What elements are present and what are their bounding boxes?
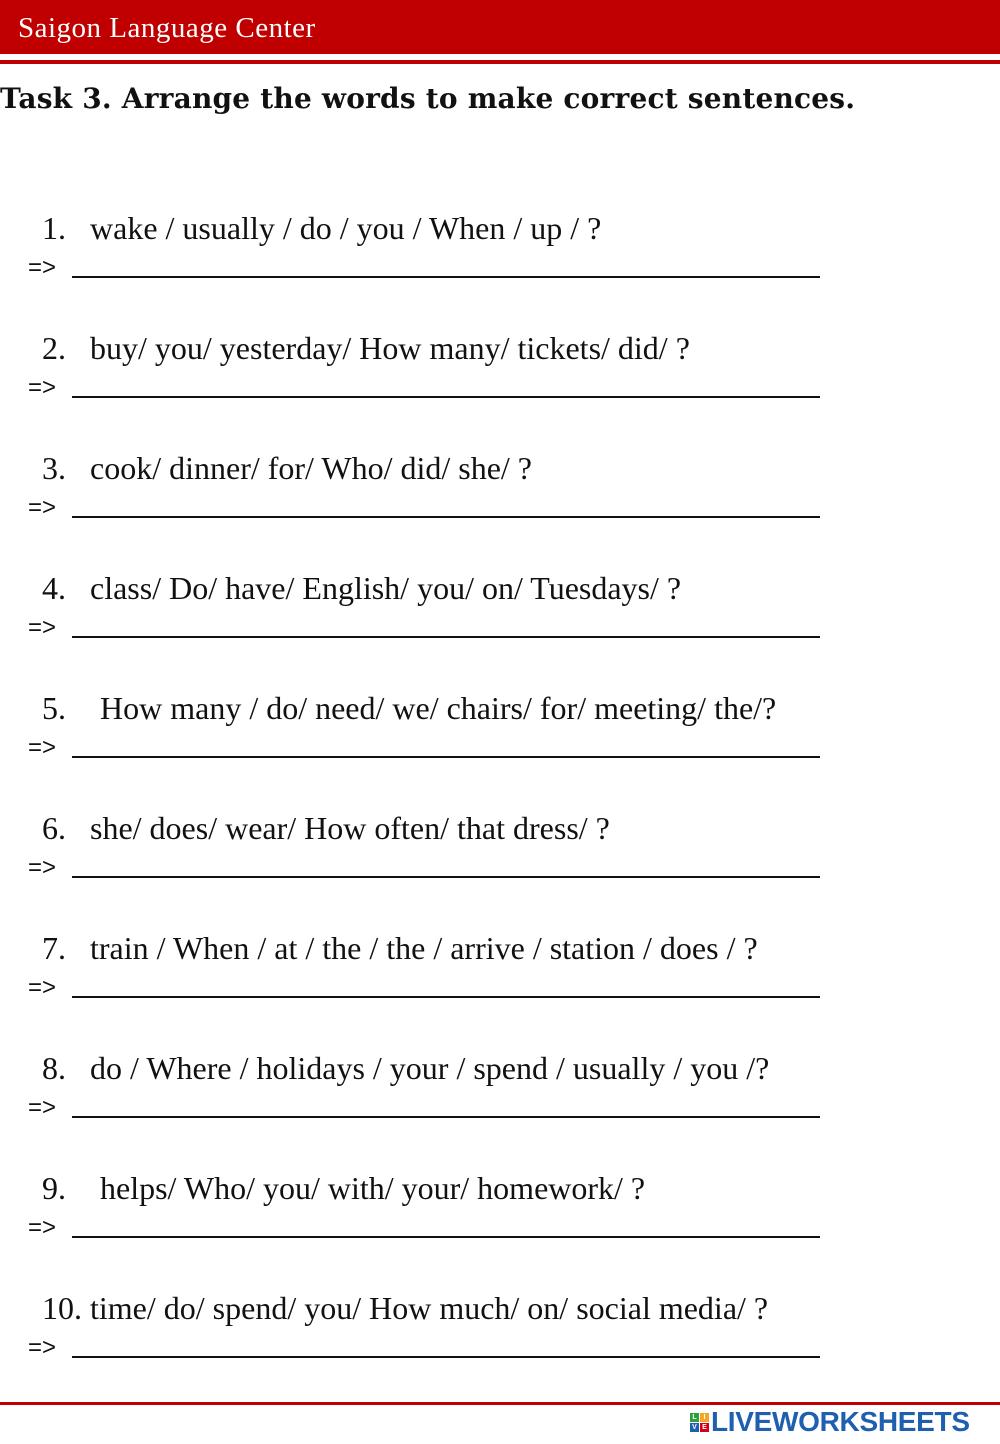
- question-text: class/ Do/ have/ English/ you/ on/ Tuesdays/ ?: [90, 570, 682, 606]
- answer-line-3[interactable]: [28, 496, 828, 528]
- answer-input-line[interactable]: [72, 516, 820, 518]
- question-text: cook/ dinner/ for/ Who/ did/ she/ ?: [90, 450, 532, 486]
- answer-arrow: =>: [28, 614, 57, 641]
- question-text: time/ do/ spend/ you/ How much/ on/ social media/ ?: [90, 1290, 769, 1326]
- question-8: [26, 1020, 769, 1084]
- question-9: [26, 1140, 645, 1204]
- answer-arrow: =>: [28, 854, 57, 881]
- question-text: wake / usually / do / you / When / up / ?: [90, 210, 602, 246]
- question-7: [26, 900, 758, 964]
- question-number: 4.: [42, 570, 66, 606]
- answer-arrow: =>: [28, 1334, 57, 1361]
- logo-mark-cell: L: [690, 1413, 699, 1422]
- answer-arrow: =>: [28, 374, 57, 401]
- question-number: 8.: [42, 1050, 66, 1086]
- answer-input-line[interactable]: [72, 996, 820, 998]
- answer-line-6[interactable]: [28, 856, 828, 888]
- answer-input-line[interactable]: [72, 1236, 820, 1238]
- header-bar: [0, 0, 1000, 54]
- answer-line-9[interactable]: [28, 1216, 828, 1248]
- answer-arrow: =>: [28, 1214, 57, 1241]
- question-number: 5.: [42, 690, 66, 726]
- header-title: Saigon Language Center: [18, 12, 316, 44]
- answer-line-4[interactable]: [28, 616, 828, 648]
- question-2: [26, 300, 690, 364]
- liveworksheets-logo-icon: [690, 1413, 709, 1432]
- answer-arrow: =>: [28, 254, 57, 281]
- question-text: she/ does/ wear/ How often/ that dress/ ?: [90, 810, 610, 846]
- answer-line-2[interactable]: [28, 376, 828, 408]
- question-number: 3.: [42, 450, 66, 486]
- question-number: 10.: [42, 1290, 82, 1326]
- question-text: buy/ you/ yesterday/ How many/ tickets/ did/ ?: [90, 330, 690, 366]
- answer-line-5[interactable]: [28, 736, 828, 768]
- question-6: [26, 780, 610, 844]
- answer-line-8[interactable]: [28, 1096, 828, 1128]
- answer-line-1[interactable]: [28, 256, 828, 288]
- question-number: 7.: [42, 930, 66, 966]
- question-text: How many / do/ need/ we/ chairs/ for/ meeting/ the/?: [100, 690, 777, 726]
- answer-input-line[interactable]: [72, 756, 820, 758]
- answer-input-line[interactable]: [72, 876, 820, 878]
- answer-input-line[interactable]: [72, 1356, 820, 1358]
- question-10: [26, 1260, 768, 1324]
- logo-mark-cell: I: [700, 1413, 709, 1422]
- question-text: train / When / at / the / the / arrive / station / does / ?: [90, 930, 758, 966]
- answer-input-line[interactable]: [72, 636, 820, 638]
- question-text: helps/ Who/ you/ with/ your/ homework/ ?: [100, 1170, 646, 1206]
- liveworksheets-logo[interactable]: [690, 1404, 970, 1440]
- question-5: [26, 660, 776, 724]
- logo-text: LIVEWORKSHEETS: [711, 1406, 970, 1437]
- answer-line-7[interactable]: [28, 976, 828, 1008]
- question-number: 6.: [42, 810, 66, 846]
- answer-input-line[interactable]: [72, 1116, 820, 1118]
- answer-arrow: =>: [28, 974, 57, 1001]
- answer-arrow: =>: [28, 494, 57, 521]
- question-number: 9.: [42, 1170, 66, 1206]
- question-4: [26, 540, 681, 604]
- question-3: [26, 420, 532, 484]
- answer-input-line[interactable]: [72, 396, 820, 398]
- answer-input-line[interactable]: [72, 276, 820, 278]
- logo-mark-cell: E: [700, 1423, 709, 1432]
- question-text: do / Where / holidays / your / spend / usually / you /?: [90, 1050, 770, 1086]
- question-1: [26, 180, 601, 244]
- answer-arrow: =>: [28, 1094, 57, 1121]
- question-number: 2.: [42, 330, 66, 366]
- answer-arrow: =>: [28, 734, 57, 761]
- task-title: Task 3. Arrange the words to make correct sentences.: [0, 82, 856, 115]
- logo-mark-cell: V: [690, 1423, 699, 1432]
- question-number: 1.: [42, 210, 66, 246]
- header-divider: [0, 60, 1000, 64]
- answer-line-10[interactable]: [28, 1336, 828, 1368]
